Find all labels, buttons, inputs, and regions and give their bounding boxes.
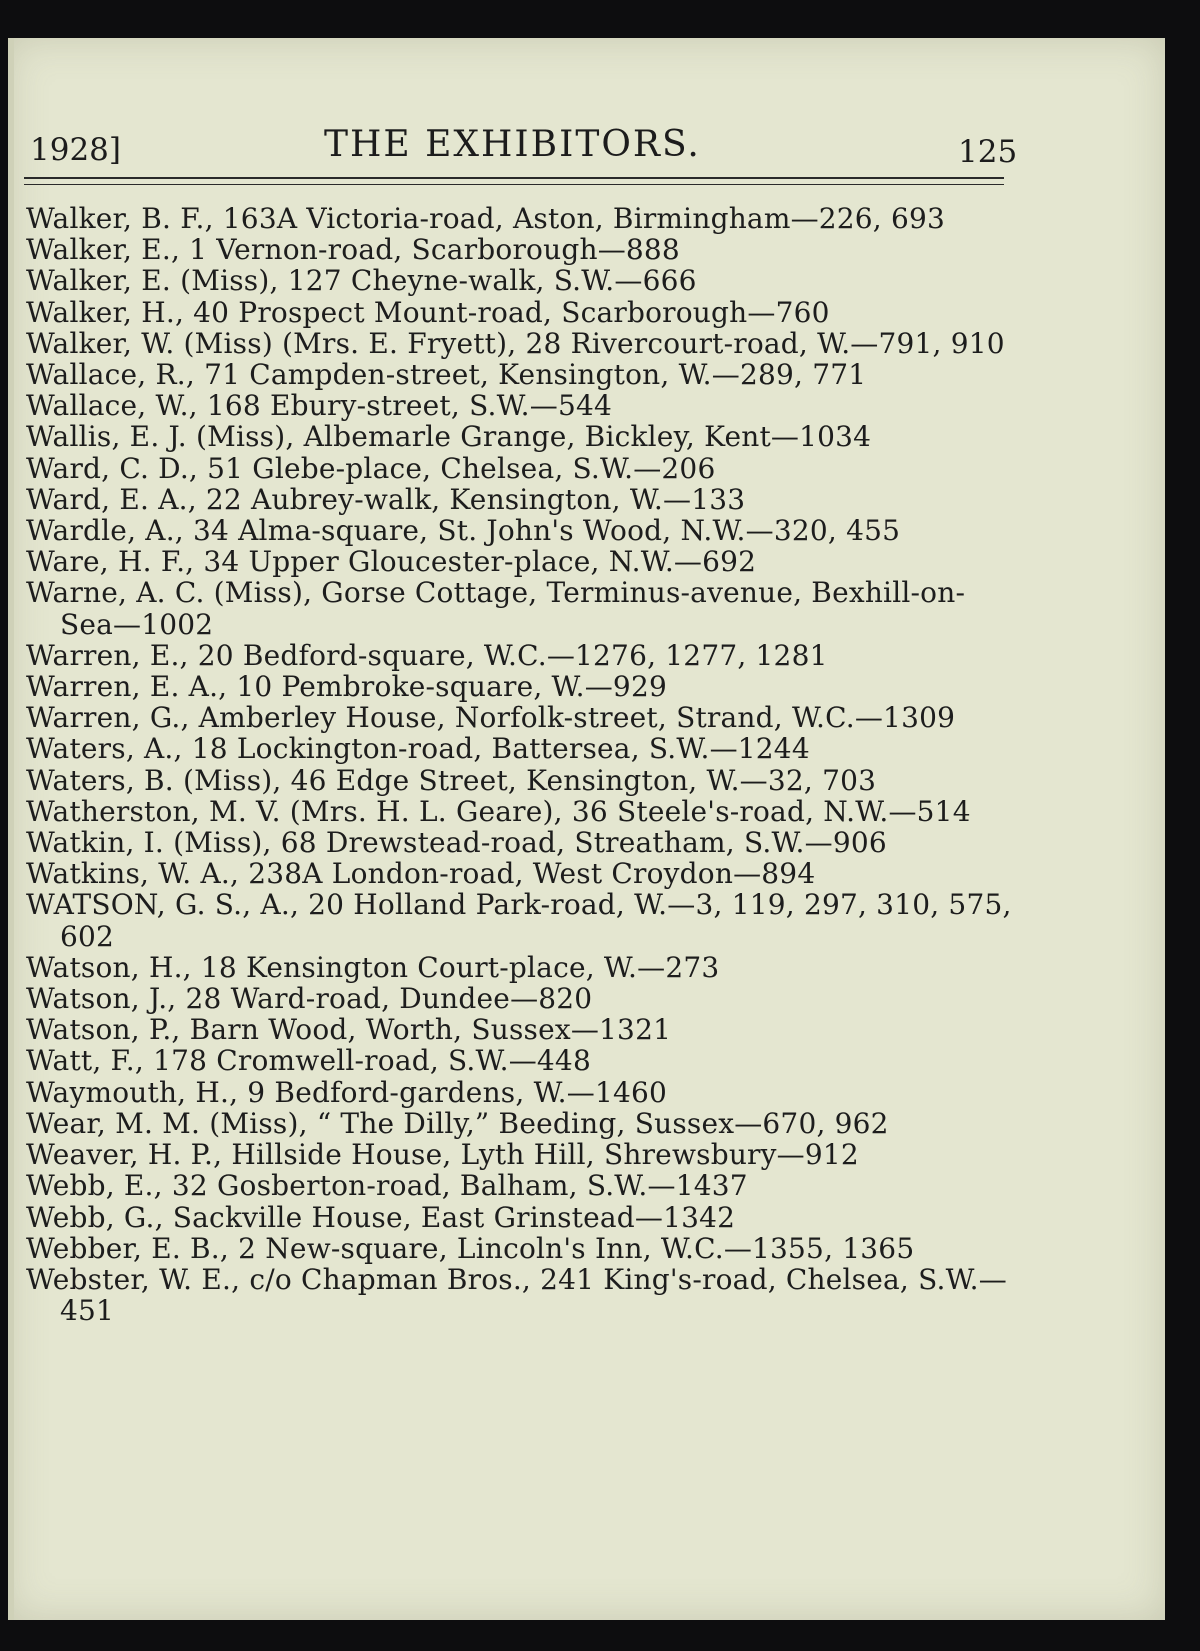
list-item: Webb, E., 32 Gosberton-road, Balham, S.W.—1437 bbox=[26, 1169, 748, 1203]
list-item: Walker, H., 40 Prospect Mount-road, Scarborough—760 bbox=[26, 295, 830, 329]
list-item: Warne, A. C. (Miss), Gorse Cottage, Terminus-avenue, Bexhill-on-Sea—1002 bbox=[26, 576, 966, 641]
list-item: Warren, G., Amberley House, Norfolk-street, Strand, W.C.—1309 bbox=[26, 701, 956, 735]
list-item: Ware, H. F., 34 Upper Gloucester-place, N.W.—692 bbox=[26, 545, 757, 579]
list-item: Watkin, I. (Miss), 68 Drewstead-road, Streatham, S.W.—906 bbox=[26, 826, 887, 860]
list-item: WATSON, G. S., A., 20 Holland Park-road, W.—3, 119, 297, 310, 575, 602 bbox=[26, 888, 1012, 953]
list-item: Waters, B. (Miss), 46 Edge Street, Kensington, W.—32, 703 bbox=[26, 763, 877, 797]
list-item: Watt, F., 178 Cromwell-road, S.W.—448 bbox=[26, 1044, 591, 1078]
page-number: 125 bbox=[958, 134, 1018, 170]
list-item: Webster, W. E., c/o Chapman Bros., 241 King's-road, Chelsea, S.W.—451 bbox=[26, 1262, 1007, 1328]
list-item: Waters, A., 18 Lockington-road, Battersea, S.W.—1244 bbox=[26, 732, 810, 766]
header-year: 1928] bbox=[30, 132, 121, 168]
list-item: Ward, E. A., 22 Aubrey-walk, Kensington, W.—133 bbox=[26, 482, 746, 516]
list-item: Wallace, R., 71 Campden-street, Kensington, W.—289, 771 bbox=[26, 358, 867, 392]
list-item: Waymouth, H., 9 Bedford-gardens, W.—1460 bbox=[26, 1075, 668, 1109]
list-item: Watherston, M. V. (Mrs. H. L. Geare), 36 Steele's-road, N.W.—514 bbox=[26, 794, 971, 828]
list-item: Walker, E., 1 Vernon-road, Scarborough—888 bbox=[26, 233, 680, 267]
exhibitor-list bbox=[26, 203, 1012, 1326]
header-rule-thick bbox=[24, 177, 1004, 179]
page-binding-edge bbox=[8, 38, 14, 1620]
list-item: Wear, M. M. (Miss), “ The Dilly,” Beeding, Sussex—670, 962 bbox=[26, 1106, 889, 1140]
list-item: Walker, W. (Miss) (Mrs. E. Fryett), 28 Rivercourt-road, W.—791, 910 bbox=[26, 326, 1005, 360]
list-item: Wallis, E. J. (Miss), Albemarle Grange, Bickley, Kent—1034 bbox=[26, 420, 872, 454]
list-item: Webber, E. B., 2 New-square, Lincoln's Inn, W.C.—1355, 1365 bbox=[26, 1231, 915, 1265]
list-item: Weaver, H. P., Hillside House, Lyth Hill, Shrewsbury—912 bbox=[26, 1138, 859, 1172]
list-item: Watson, H., 18 Kensington Court-place, W.—273 bbox=[26, 950, 720, 984]
list-item: Warren, E. A., 10 Pembroke-square, W.—929 bbox=[26, 670, 667, 704]
list-item: Warren, E., 20 Bedford-square, W.C.—1276, 1277, 1281 bbox=[26, 638, 828, 672]
list-item: Watson, P., Barn Wood, Worth, Sussex—1321 bbox=[26, 1013, 672, 1047]
list-item: Watkins, W. A., 238A London-road, West Croydon—894 bbox=[26, 857, 816, 891]
list-item: Wallace, W., 168 Ebury-street, S.W.—544 bbox=[26, 389, 612, 423]
list-item: Wardle, A., 34 Alma-square, St. John's Wood, N.W.—320, 455 bbox=[26, 514, 901, 548]
list-item: Watson, J., 28 Ward-road, Dundee—820 bbox=[26, 982, 593, 1016]
list-item: Walker, B. F., 163A Victoria-road, Aston, Birmingham—226, 693 bbox=[26, 202, 946, 235]
list-item: Webb, G., Sackville House, East Grinstead—1342 bbox=[26, 1200, 736, 1234]
running-header bbox=[24, 94, 1018, 170]
list-item: Ward, C. D., 51 Glebe-place, Chelsea, S.W.—206 bbox=[26, 451, 716, 485]
header-rule-thin bbox=[24, 184, 1004, 185]
list-item: Walker, E. (Miss), 127 Cheyne-walk, S.W.—666 bbox=[26, 264, 697, 298]
page-title: THE EXHIBITORS. bbox=[324, 124, 701, 165]
